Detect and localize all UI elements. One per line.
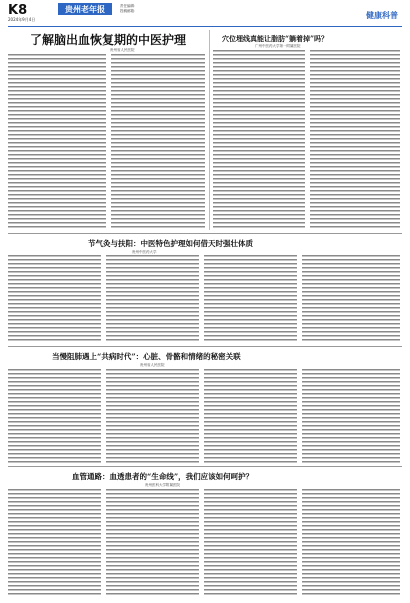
article-byline: 贵州省人民医院 <box>140 363 165 367</box>
editor-line: 责任编辑： <box>120 4 138 8</box>
article-body-col <box>204 369 297 463</box>
article-body-col <box>8 489 101 597</box>
article-title: 穴位埋线真能让脂肪“躺着掉”吗？ <box>222 34 329 43</box>
article-body-col <box>111 54 205 229</box>
article-body-col <box>106 489 199 597</box>
article-body-col <box>106 255 199 343</box>
column-divider <box>209 30 210 230</box>
article-body-col <box>310 50 400 230</box>
email-line: 投稿邮箱： <box>120 9 138 13</box>
header-meta <box>120 4 138 14</box>
article-title: 节气灸与扶阳：中医特色护理如何借天时强壮体质 <box>88 239 253 248</box>
article-body-col <box>302 255 400 343</box>
section-divider <box>8 233 402 234</box>
masthead-logo: 贵州老年报 <box>58 3 112 15</box>
article-body-col <box>302 369 400 463</box>
article-body-col <box>204 489 297 597</box>
article-body-col <box>8 54 106 229</box>
article-body-col <box>106 369 199 463</box>
header-rule <box>8 26 402 27</box>
article-body-col <box>302 489 400 597</box>
section-name: 健康科普 <box>366 11 398 20</box>
article-body-col <box>204 255 297 343</box>
page-number: K8 <box>8 3 28 18</box>
article-byline: 贵州医科大学附属医院 <box>145 483 180 487</box>
issue-date: 2024年9月4日 <box>8 17 36 22</box>
article-title: 当慢阻肺遇上“共病时代”：心脏、骨骼和情绪的秘密关联 <box>52 352 241 361</box>
article-byline: 贵州省人民医院 <box>110 48 135 52</box>
section-divider <box>8 346 402 347</box>
article-title: 血管通路：血透患者的“生命线”，我们应该如何呵护？ <box>72 472 254 481</box>
article-body-col <box>8 255 101 343</box>
article-body-col <box>213 50 305 230</box>
article-title: 了解脑出血恢复期的中医护理 <box>30 33 187 47</box>
article-body-col <box>8 369 101 463</box>
section-divider <box>8 466 402 467</box>
article-byline: 广州中医药大学第一附属医院 <box>255 44 301 48</box>
page-header <box>0 0 410 26</box>
article-byline: 贵州中医药大学 <box>132 250 157 254</box>
